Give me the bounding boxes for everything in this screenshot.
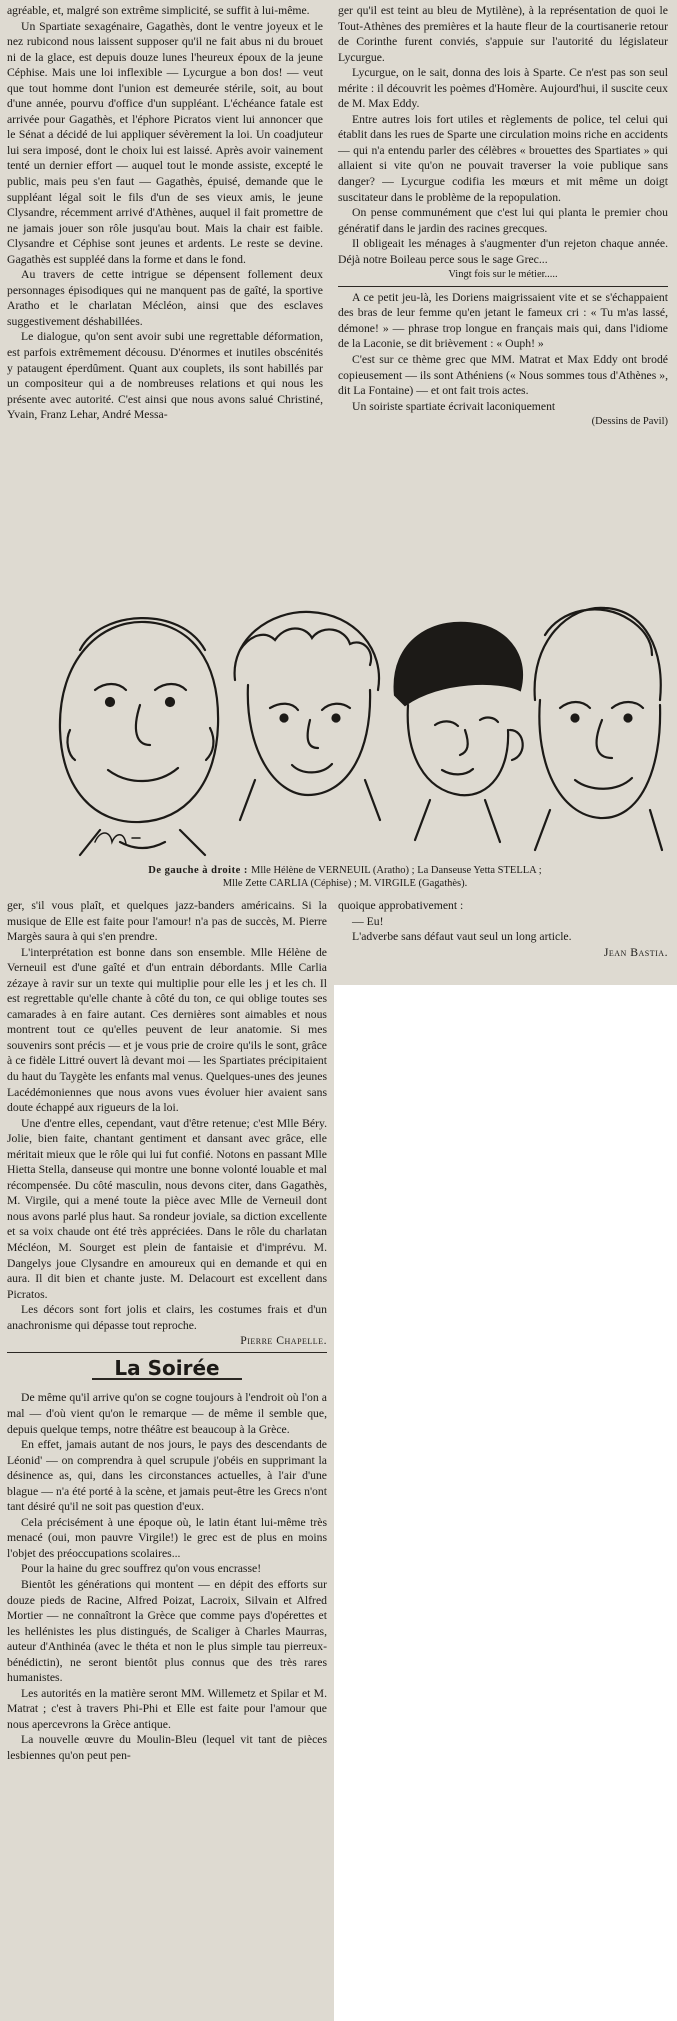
article-column-3 (7, 898, 327, 1764)
article-column-1 (7, 3, 323, 423)
paragraph: ger qu'il est teint au bleu de Mytilène), à la représentation de quoi le Tout-Athènes des premières et la haute fleur de la courtisanerie retour de Corinthe furent conviés, s'appuie sur l'autorité du législateur Lycurgue. (338, 4, 668, 64)
paragraph: La nouvelle œuvre du Moulin-Bleu (lequel vit tant de pièces lesbiennes qu'on peut pen- (7, 1733, 327, 1762)
caricature-face-2 (235, 612, 380, 820)
paragraph: quoique approbativement : (338, 899, 464, 912)
caption-line-1: Mlle Hélène de VERNEUIL (Aratho) ; La Danseuse Yetta STELLA ; (251, 865, 542, 876)
paragraph: Lycurgue, on le sait, donna des lois à Sparte. Ce n'est pas son seul mérite : il découvrit les poèmes d'Homère. Aujourd'hui, il suscite ceux de M. Max Eddy. (338, 66, 668, 111)
paragraph: Au travers de cette intrigue se dépensent follement deux personnages épisodiques qui ne manquent pas de gaîté, la sportive Aratho et le charlatan Mécléon, ainsi que des esclaves suggestivement déshabillées. (7, 268, 323, 328)
paragraph: De même qu'il arrive qu'on se cogne toujours à l'endroit où l'on a mal — d'où vient qu'on le remarque — de même il semble que, depuis quelque temps, notre théâtre est beaucoup à la Grèce. (7, 1391, 327, 1436)
article-column-4 (338, 898, 668, 960)
paragraph: L'adverbe sans défaut vaut seul un long article. (352, 930, 572, 944)
paragraph: A ce petit jeu-là, les Doriens maigrissaient vite et se s'échappaient des bras de leur femme qu'en jetant le fameux cri : « Tu m'as lassé, démone! » — phrase trop longue en français mais qui, dans l'idiome de la Laconie, se dit brièvement : « Ouph! » (338, 290, 668, 351)
caricature-illustration (40, 580, 665, 860)
paragraph: agréable, et, malgré son extrême simplicité, se suffit à lui-même. (7, 4, 310, 17)
paragraph: On pense communément que c'est lui qui planta le premier chou génératif dans le jardin des racines grecques. (338, 206, 668, 235)
caption-lead: De gauche à droite : (148, 865, 251, 876)
section-heading (7, 1355, 327, 1381)
paragraph: En effet, jamais autant de nos jours, le pays des descendants de Léonid' — on comprendra à quel scrupule j'obéis en supprimant la désinence as, qui, dans les circonstances actuelles, à l'air d'une blague — n'a été porté à la scène, et jamais peut-être les Grecs n'ont tant désiré qu'il ne soit pas question d'eux. (7, 1438, 327, 1514)
paragraph: Cela précisément à une époque où, le latin étant lui-même très menacé (oui, mon pauvre Virgile!) le grec est de plus en moins l'objet des préoccupations scolaires... (7, 1515, 327, 1560)
paragraph: Le dialogue, qu'on sent avoir subi une regrettable déformation, est parfois extrêmement décousu. D'énormes et inutiles obscénités y pataugent éperdûment. Quant aux couplets, ils sont habillés par un compositeur qui a de nombreuses relations et qui nous les présente avec autorité. C'est ainsi que nous avons salué Christiné, Yvain, Franz Lehar, André Messa- (7, 330, 323, 422)
paragraph: Les autorités en la matière seront MM. Willemetz et Spilar et M. Matrat ; c'est à travers Phi-Phi et Elle est faite pour l'amour que nous apercevrons la Grèce antique. (7, 1686, 327, 1731)
paragraph: ger, s'il vous plaît, et quelques jazz-banders américains. Si la musique de Elle est faite pour l'amour! n'a pas de succès, M. Pierre Margès saura à qui s'en prendre. (7, 899, 327, 944)
drawing-credit: (Dessins de Pavil) (591, 416, 668, 428)
caption-line-2: Mlle Zette CARLIA (Céphise) ; M. VIRGILE (Gagathès). (222, 878, 468, 889)
paragraph: L'interprétation est bonne dans son ensemble. Mlle Hélène de Verneuil est d'une gaîté et d'un entrain débordants. Mlle Carlia zézaye à ravir sur un texte qui multiplie pour elle les j et les ch. Il est regrettable qu'elle chante à côté du ton, ce qui oblige toutes ses camarades à en faire autant. Ces dernières sont aimables et nous montrent tout ce qu'elles peuvent de leur anatomie. Si mes souvenirs sont précis — et je vous prie de croire qu'ils le sont, grâce à ce fidèle Littré ouvert là devant moi — les Spartiates précipitaient du haut du Taygète les enfants mal venus. Quelques-unes des jeunes Lacédémoniennes que nous avons vues évoluer hier avaient sans doute échappé aux rigueurs de la loi. (7, 945, 327, 1115)
verse-quote: Vingt fois sur le métier..... (448, 269, 558, 281)
paragraph: C'est sur ce thème grec que MM. Matrat et Max Eddy ont brodé copieusement — ils sont Athéniens (« Nous sommes tous d'Athènes », dit La Fontaine) — et ont fait trois actes. (338, 353, 668, 398)
caricature-face-1 (60, 618, 218, 855)
caricature-face-3 (395, 623, 523, 842)
paragraph: Un soiriste spartiate écrivait laconiquement (352, 399, 556, 413)
author-signature: Jean Bastia. (603, 945, 668, 959)
paragraph: Il obligeait les ménages à s'augmenter d'un rejeton chaque année. Déjà notre Boileau perce sous le sage Grec... (338, 237, 668, 266)
artist-signature (95, 833, 140, 844)
paragraph: Pour la haine du grec souffrez qu'on vous encrasse! (21, 1562, 262, 1576)
caricature-face-4 (535, 608, 662, 850)
article-column-2 (338, 3, 668, 430)
paragraph: Un Spartiate sexagénaire, Gagathès, dont le ventre joyeux et le nez rubicond nous laissent supposer qu'il ne fait abus ni du brouet ni de la glace, est depuis douze lunes l'heureux époux de la jeune Céphise. Mais une loi inflexible — Lycurgue a bon dos! — veut que tout homme dont l'union est demeurée stérile, soit, au bout d'une année, pourvu d'office d'un suppléant. L'échéance fatale est arrivée pour Gagathès, et l'éphore Picratos vient lui annoncer que le Sénat a décidé de lui appliquer sévèrement la loi. Un coadjuteur lui sera imposé, dont le choix lui est laissé. Après avoir vainement tenté un dernier effort — auquel tout le monde assiste, excepté le public, mais peu s'en faut — Gagathès, épuisé, demande que le suppléant légal soit le fils d'un de ses vieux amis, le jeune Clysandre, récemment arrivé d'Athènes, auquel il fait promettre de ne jamais jouer son rôle jusqu'au bout. Mais la chair est faible. Clysandre et Céphise sont jeunes et ardents. Le reste se devine. Gagathès est suppléé dans la forme et dans le fond. (7, 19, 323, 266)
paragraph: — Eu! (352, 914, 384, 928)
author-signature: Pierre Chapelle. (240, 1334, 327, 1348)
paragraph: Une d'entre elles, cependant, vaut d'être retenue; c'est Mlle Béry. Jolie, bien faite, chantant gentiment et dansant avec grâce, elle méritait mieux que le rôle qui lui fut confié. Notons en passant Mlle Hietta Stella, danseuse qui montre une bonne volonté louable et mal récompensée. Du côté masculin, nous devons citer, dans Gagathès, M. Virgile, qui a mené toute la pièce avec Mlle de Verneuil dont nous avons parlé plus haut. Sa rondeur joviale, sa diction excellente et sa voix chaude ont été très appréciées. Dans le rôle du charlatan Mécléon, M. Sourget est plein de fantaisie et d'imprévu. M. Dangelys joue Clysandre en amoureux qui en demande et qui en aura. Il dit bien et chante juste. M. Delacourt est excellent dans Picratos. (7, 1116, 327, 1301)
divider (338, 286, 668, 287)
illustration-caption (30, 864, 660, 890)
divider (7, 1352, 327, 1353)
paragraph: Les décors sont fort jolis et clairs, les costumes frais et d'un anachronisme qui dépasse tout reproche. (7, 1303, 327, 1332)
paragraph: Entre autres lois fort utiles et règlements de police, tel celui qui établit dans les rues de Sparte une circulation moins riche en accidents — qui n'a entendu parler des célèbres « brouettes des Spartiates » qui allaient si vite qu'on ne pouvait traverser la voie publique sans danger? — Lycurgue codifia les mœurs et mit même un doigt suscitateur dans le problème de la repopulation. (338, 112, 668, 204)
section-heading-text: La Soirée (114, 1355, 220, 1380)
paragraph: Bientôt les générations qui montent — en dépit des efforts sur douze pieds de Racine, Alfred Poizat, Lacroix, Silvain et Alfred Mortier — ne connaîtront la Grèce que comme pays d'opérettes et les hellénistes les plus distingués, de Scaliger à Charles Maurras, auteur d'Anthinéa (avec le théta et non le plus simple tau pierreux-bénédictin), ne seront bientôt plus connus que des très rares humanistes. (7, 1577, 327, 1685)
